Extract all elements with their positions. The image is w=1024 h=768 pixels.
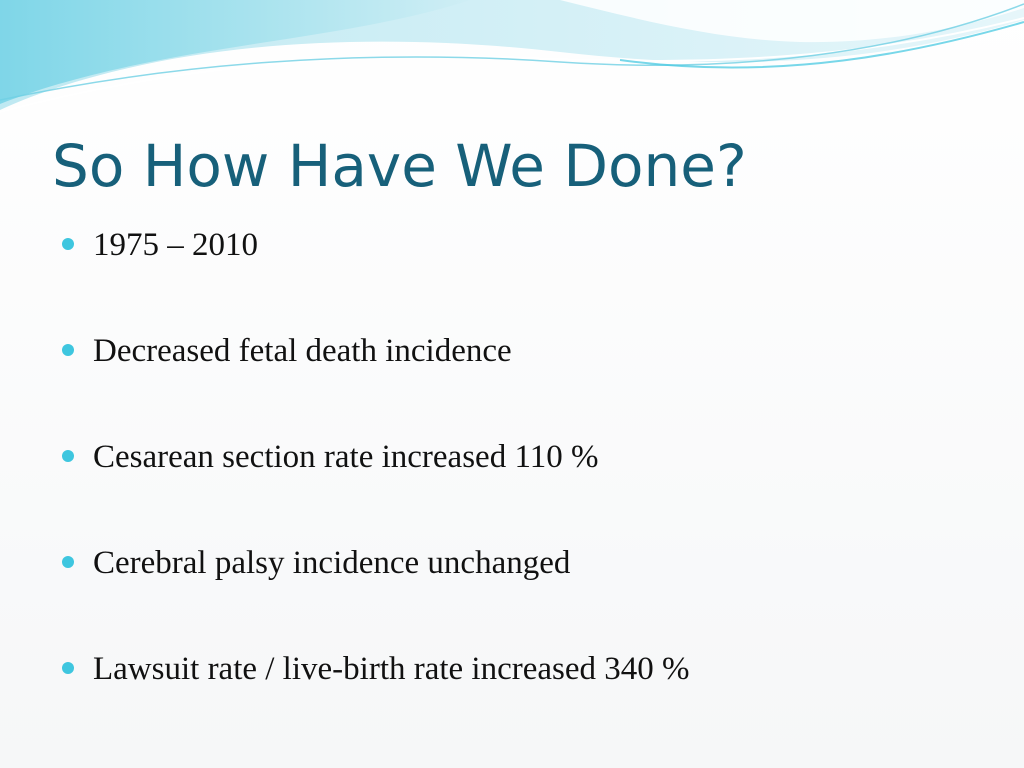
bullet-text: Decreased fetal death incidence	[93, 333, 512, 369]
bullet-item	[62, 538, 962, 598]
bullet-item	[62, 220, 962, 280]
bullet-text: Lawsuit rate / live-birth rate increased 340 %	[93, 651, 690, 687]
bullet-marker-icon	[62, 450, 74, 462]
bullet-text: Cesarean section rate increased 110 %	[93, 439, 599, 475]
bullet-item	[62, 432, 962, 492]
bullet-marker-icon	[62, 238, 74, 250]
bullet-text: Cerebral palsy incidence unchanged	[93, 545, 571, 581]
bullet-marker-icon	[62, 662, 74, 674]
bullet-item	[62, 326, 962, 386]
slide-title: So How Have We Done?	[52, 132, 747, 200]
bullet-marker-icon	[62, 344, 74, 356]
decorative-wave-banner	[0, 0, 1024, 130]
bullet-text: 1975 – 2010	[93, 227, 258, 263]
wave-shape-main	[0, 0, 470, 104]
bullet-item	[62, 644, 962, 704]
bullet-marker-icon	[62, 556, 74, 568]
